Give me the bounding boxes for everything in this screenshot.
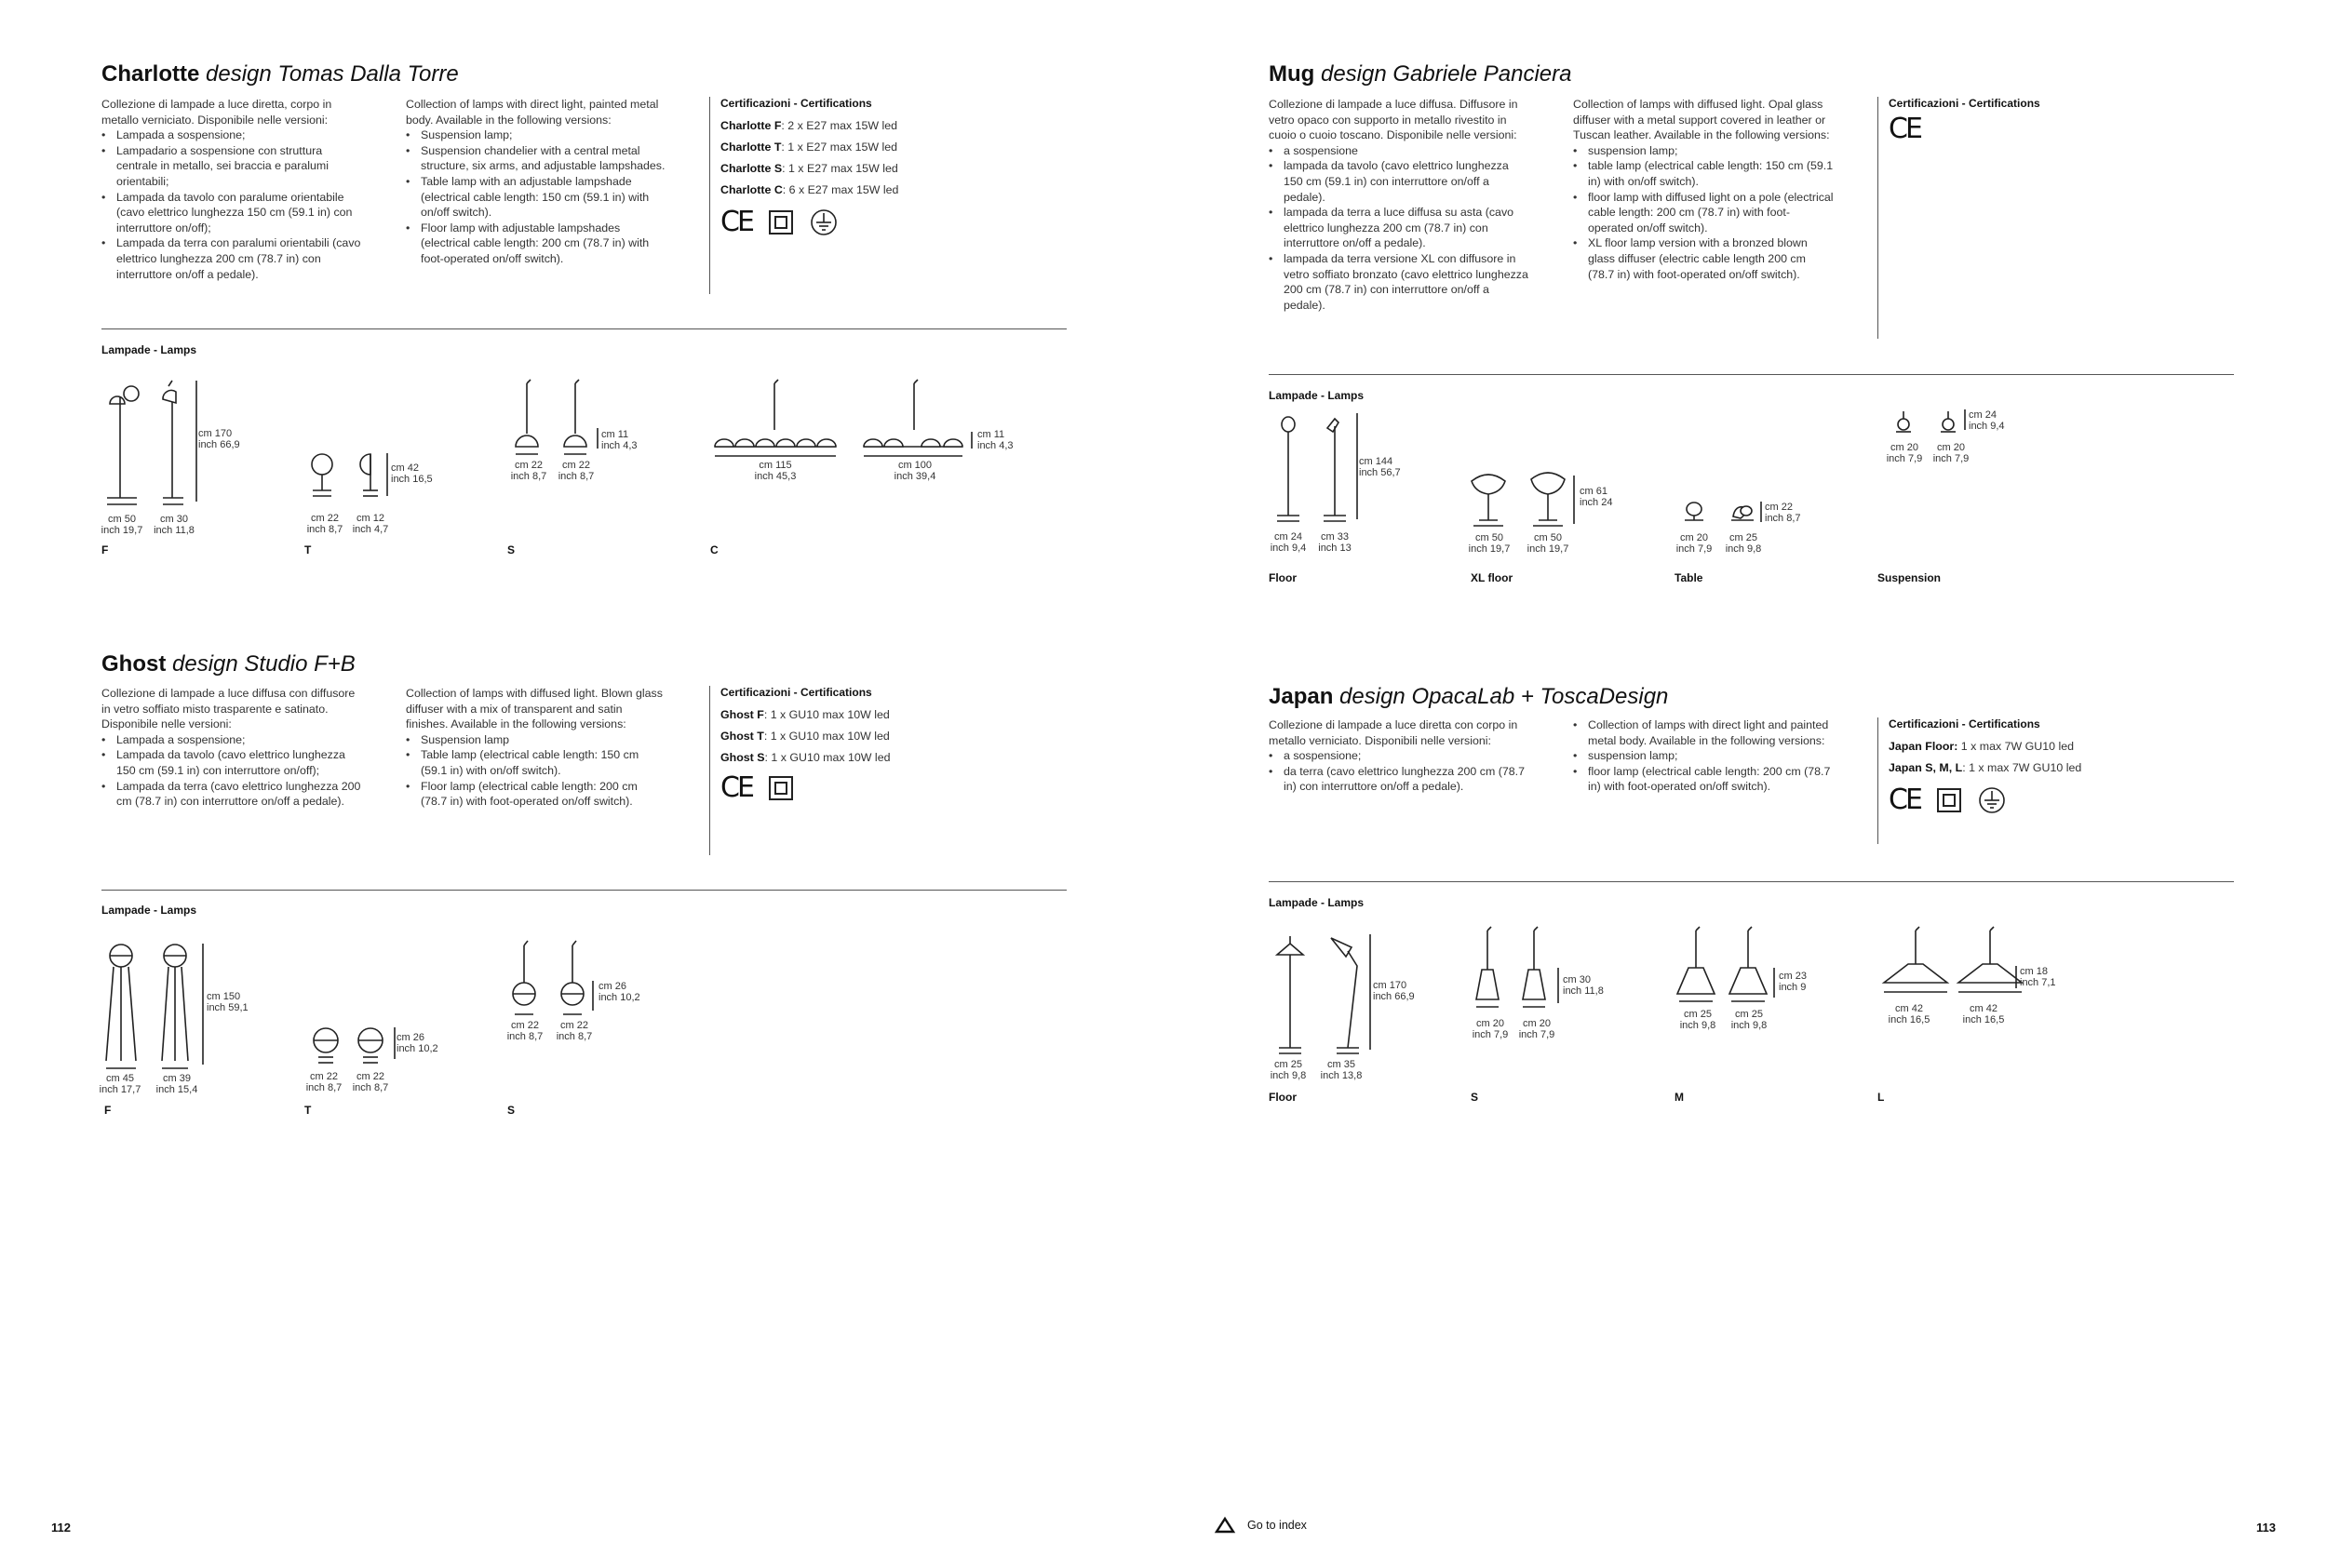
earth-ground-icon: [810, 208, 838, 236]
charlotte-floor-height: cm 170 inch 66,9: [198, 428, 240, 450]
go-to-index-link[interactable]: [1216, 1517, 1307, 1534]
charlotte-table-drawing: [307, 451, 391, 507]
japan-m-dim-2: cm 25 inch 9,8: [1730, 1009, 1768, 1031]
japan-s-drawing: [1471, 927, 1564, 1015]
charlotte-chandelier-dim-1: cm 115 inch 45,3: [754, 460, 797, 482]
charlotte-table-height: cm 42 inch 16,5: [391, 462, 433, 485]
ghost-certifications: Certificazioni - Certifications Ghost F: 1 x GU10 max 10W led Ghost T: 1 x GU10 max 10W led Ghost S: 1 x GU10 max 10W led CE: [720, 686, 891, 804]
mug-label-table: Table: [1675, 571, 1703, 584]
mug-floor-height: cm 144 inch 56,7: [1359, 456, 1401, 478]
section-rule: [101, 328, 1067, 329]
mug-table-drawing: [1675, 498, 1769, 530]
ghost-suspension-height: cm 26 inch 10,2: [599, 981, 640, 1003]
mug-label-floor: Floor: [1269, 571, 1297, 584]
ce-mark-icon: CE: [1889, 784, 1920, 816]
charlotte-suspension-height: cm 11 inch 4,3: [601, 429, 638, 451]
charlotte-floor-dim-2: cm 30 inch 11,8: [154, 514, 195, 536]
mug-italian-text: Collezione di lampade a luce diffusa. Diffusore in vetro opaco con supporto in metallo rivestito in cuoio o cuoio toscano. Disponibile nelle versioni: • a sospensione • lampada da tavolo (cavo elettrico lunghezza 150 cm (59.1 in) con interruttore on/off a pedale). • lampada da terra a luce diffusa su asta (cavo elettrico lunghezza 200 cm (78.7 in) con interruttore on/off a pedale). • lampada da terra versione XL con diffusore in vetro soffiato bronzato (cavo elettrico lunghezza 200 cm (78.7 in) con interruttore on/off a pedale).: [1269, 97, 1529, 313]
go-to-index-label: Go to index: [1247, 1519, 1307, 1532]
ghost-floor-dim-2: cm 39 inch 15,4: [155, 1073, 198, 1095]
ghost-floor-drawing: [101, 940, 212, 1070]
charlotte-table-dim-2: cm 12 inch 4,7: [352, 513, 389, 535]
mug-floor-drawing: [1268, 409, 1361, 530]
section-rule: [1269, 374, 2234, 375]
charlotte-suspension-drawing: [510, 380, 603, 459]
japan-m-dim-1: cm 25 inch 9,8: [1679, 1009, 1716, 1031]
charlotte-lamps-heading: Lampade - Lamps: [101, 343, 197, 356]
ghost-label-f: F: [104, 1104, 112, 1117]
ghost-suspension-drawing: [507, 940, 600, 1019]
charlotte-label-s: S: [507, 543, 516, 556]
section-rule: [101, 890, 1067, 891]
ghost-label-s: S: [507, 1104, 516, 1117]
charlotte-italian-text: Collezione di lampade a luce diretta, corpo in metallo verniciato. Disponibile nelle versioni: • Lampada a sospensione; • Lampadario a sospensione con struttura centrale in metallo, sei braccia e paralumi orientabili; • Lampada da tavolo con paralume orientabile (cavo elettrico lunghezza 150 cm (59.1 in) con interruttore on/off); • Lampada da terra con paralumi orientabili (cavo elettrico lunghezza 200 cm (78.7 in) con interruttore on/off a pedale).: [101, 97, 362, 282]
japan-m-drawing: [1675, 927, 1778, 1011]
mug-label-suspension: Suspension: [1877, 571, 1942, 584]
mug-xl-height: cm 61 inch 24: [1580, 486, 1613, 508]
japan-l-dim-2: cm 42 inch 16,5: [1962, 1003, 2005, 1025]
charlotte-label-f: F: [101, 543, 109, 556]
page-number-right: 113: [2256, 1521, 2276, 1534]
ce-mark-icon: CE: [1889, 113, 1920, 145]
mug-table-height: cm 22 inch 8,7: [1765, 502, 1801, 524]
divider: [1877, 97, 1878, 339]
japan-floor-drawing: [1268, 929, 1379, 1059]
mug-suspension-drawing: [1885, 408, 1969, 440]
charlotte-suspension-dim-1: cm 22 inch 8,7: [510, 460, 547, 482]
mug-table-dim-2: cm 25 inch 9,8: [1725, 532, 1762, 555]
japan-title: Japan design OpacaLab + ToscaDesign: [1269, 684, 1669, 709]
japan-label-s: S: [1471, 1091, 1479, 1104]
japan-label-l: L: [1877, 1091, 1885, 1104]
ghost-table-dim-2: cm 22 inch 8,7: [352, 1071, 389, 1093]
japan-l-drawing: [1878, 927, 2027, 1001]
mug-title: Mug design Gabriele Panciera: [1269, 61, 1572, 87]
ghost-title: Ghost design Studio F+B: [101, 651, 356, 677]
divider: [1877, 717, 1878, 844]
mug-floor-dim-2: cm 33 inch 13: [1318, 531, 1352, 554]
japan-s-dim-2: cm 20 inch 7,9: [1518, 1018, 1555, 1040]
ghost-italian-text: Collezione di lampade a luce diffusa con diffusore in vetro soffiato misto trasparente e satinato. Disponibile nelle versioni: • Lampada a sospensione; • Lampada da tavolo (cavo elettrico lunghezza 150 cm (59.1 in) con interruttore on/off); • Lampada da terra (cavo elettrico lunghezza 200 cm (78.7 in) con interruttore on/off a pedale).: [101, 686, 362, 810]
japan-l-dim-1: cm 42 inch 16,5: [1888, 1003, 1930, 1025]
class-ii-insulation-icon: [1937, 788, 1961, 812]
mug-suspension-height: cm 24 inch 9,4: [1969, 409, 2005, 432]
ghost-label-t: T: [304, 1104, 312, 1117]
japan-lamps-heading: Lampade - Lamps: [1269, 896, 1365, 909]
mug-floor-dim-1: cm 24 inch 9,4: [1270, 531, 1307, 554]
mug-lamps-heading: Lampade - Lamps: [1269, 389, 1365, 402]
japan-label-m: M: [1675, 1091, 1684, 1104]
mug-suspension-dim-1: cm 20 inch 7,9: [1886, 442, 1923, 464]
charlotte-floor-drawing: [98, 377, 209, 507]
japan-english-text: • Collection of lamps with direct light and painted metal body. Available in the following versions: • suspension lamp; • floor lamp (electrical cable length: 200 cm (78.7 in) with foot-operated on/off switch).: [1573, 717, 1834, 795]
page-number-left: 112: [51, 1521, 71, 1534]
japan-floor-height: cm 170 inch 66,9: [1373, 980, 1415, 1002]
mug-xl-floor-drawing: [1466, 470, 1578, 535]
japan-label-floor: Floor: [1269, 1091, 1297, 1104]
mug-english-text: Collection of lamps with diffused light. Opal glass diffuser with a metal support covered in leather or Tuscan leather. Available in the following versions: • suspension lamp; • table lamp (electrical cable length: 150 cm (59.1 in) with on/off switch). • floor lamp with diffused light on a pole (electrical cable length: 200 cm (78.7 in) with foot-operated on/off switch). • XL floor lamp version with a bronzed blown glass diffuser (electric cable length 200 cm (78.7 in) with foot-operated on/off switch).: [1573, 97, 1834, 282]
mug-label-xl-floor: XL floor: [1471, 571, 1513, 584]
japan-l-height: cm 18 inch 7,1: [2020, 966, 2056, 988]
mug-suspension-dim-2: cm 20 inch 7,9: [1932, 442, 1970, 464]
charlotte-chandelier-dim-2: cm 100 inch 39,4: [894, 460, 936, 482]
ghost-floor-height: cm 150 inch 59,1: [207, 991, 249, 1013]
charlotte-table-dim-1: cm 22 inch 8,7: [306, 513, 343, 535]
ghost-lamps-heading: Lampade - Lamps: [101, 904, 197, 917]
ghost-table-drawing: [309, 1024, 402, 1070]
japan-floor-dim-1: cm 25 inch 9,8: [1270, 1059, 1307, 1081]
ce-mark-icon: CE: [720, 771, 752, 804]
ghost-english-text: Collection of lamps with diffused light. Blown glass diffuser with a mix of transparent and satin finishes. Available in the following versions: • Suspension lamp • Table lamp (electrical cable length: 150 cm (59.1 in) with on/off switch). • Floor lamp (electrical cable length: 200 cm (78.7 in) with foot-operated on/off switch).: [406, 686, 666, 810]
charlotte-english-text: Collection of lamps with direct light, painted metal body. Available in the following versions: • Suspension lamp; • Suspension chandelier with a central metal structure, six arms, and adjustable lampshades. • Table lamp with an adjustable lampshade (electrical cable length: 150 cm (59.1 in) with on/off switch). • Floor lamp with adjustable lampshades (electrical cable length: 200 cm (78.7 in) with foot-operated on/off switch).: [406, 97, 666, 267]
section-rule: [1269, 881, 2234, 882]
mug-xl-dim-1: cm 50 inch 19,7: [1468, 532, 1511, 555]
japan-italian-text: Collezione di lampade a luce diretta con corpo in metallo verniciato. Disponibili nelle versioni: • a sospensione; • da terra (cavo elettrico lunghezza 200 cm (78.7 in) con interruttore on/off a pedale).: [1269, 717, 1529, 795]
earth-ground-icon: [1978, 786, 2006, 814]
class-ii-insulation-icon: [769, 776, 793, 800]
japan-certifications: Certificazioni - Certifications Japan Floor: 1 x max 7W GU10 led Japan S, M, L: 1 x max 7W GU10 led CE: [1889, 717, 2082, 816]
charlotte-title: Charlotte design Tomas Dalla Torre: [101, 61, 459, 87]
charlotte-chandelier-height: cm 11 inch 4,3: [977, 429, 1014, 451]
mug-table-dim-1: cm 20 inch 7,9: [1675, 532, 1713, 555]
ghost-table-height: cm 26 inch 10,2: [397, 1032, 438, 1054]
charlotte-floor-dim-1: cm 50 inch 19,7: [101, 514, 143, 536]
charlotte-certifications: Certificazioni - Certifications Charlotte F: 2 x E27 max 15W led Charlotte T: 1 x E27 max 15W led Charlotte S: 1 x E27 max 15W led Charlotte C: 6 x E27 max 15W led CE: [720, 97, 899, 238]
japan-m-height: cm 23 inch 9: [1779, 971, 1807, 993]
ghost-suspension-dim-1: cm 22 inch 8,7: [506, 1020, 544, 1042]
triangle-index-icon: [1216, 1517, 1234, 1534]
charlotte-suspension-dim-2: cm 22 inch 8,7: [558, 460, 595, 482]
charlotte-label-t: T: [304, 543, 312, 556]
ghost-suspension-dim-2: cm 22 inch 8,7: [556, 1020, 593, 1042]
divider: [709, 686, 710, 855]
japan-s-height: cm 30 inch 11,8: [1563, 974, 1604, 997]
mug-certifications: Certificazioni - Certifications CE: [1889, 97, 2040, 145]
ghost-floor-dim-1: cm 45 inch 17,7: [99, 1073, 141, 1095]
charlotte-label-c: C: [710, 543, 719, 556]
japan-s-dim-1: cm 20 inch 7,9: [1472, 1018, 1509, 1040]
ghost-table-dim-1: cm 22 inch 8,7: [305, 1071, 343, 1093]
mug-xl-dim-2: cm 50 inch 19,7: [1527, 532, 1569, 555]
ce-mark-icon: CE: [720, 206, 752, 238]
japan-floor-dim-2: cm 35 inch 13,8: [1320, 1059, 1363, 1081]
class-ii-insulation-icon: [769, 210, 793, 235]
divider: [709, 97, 710, 294]
